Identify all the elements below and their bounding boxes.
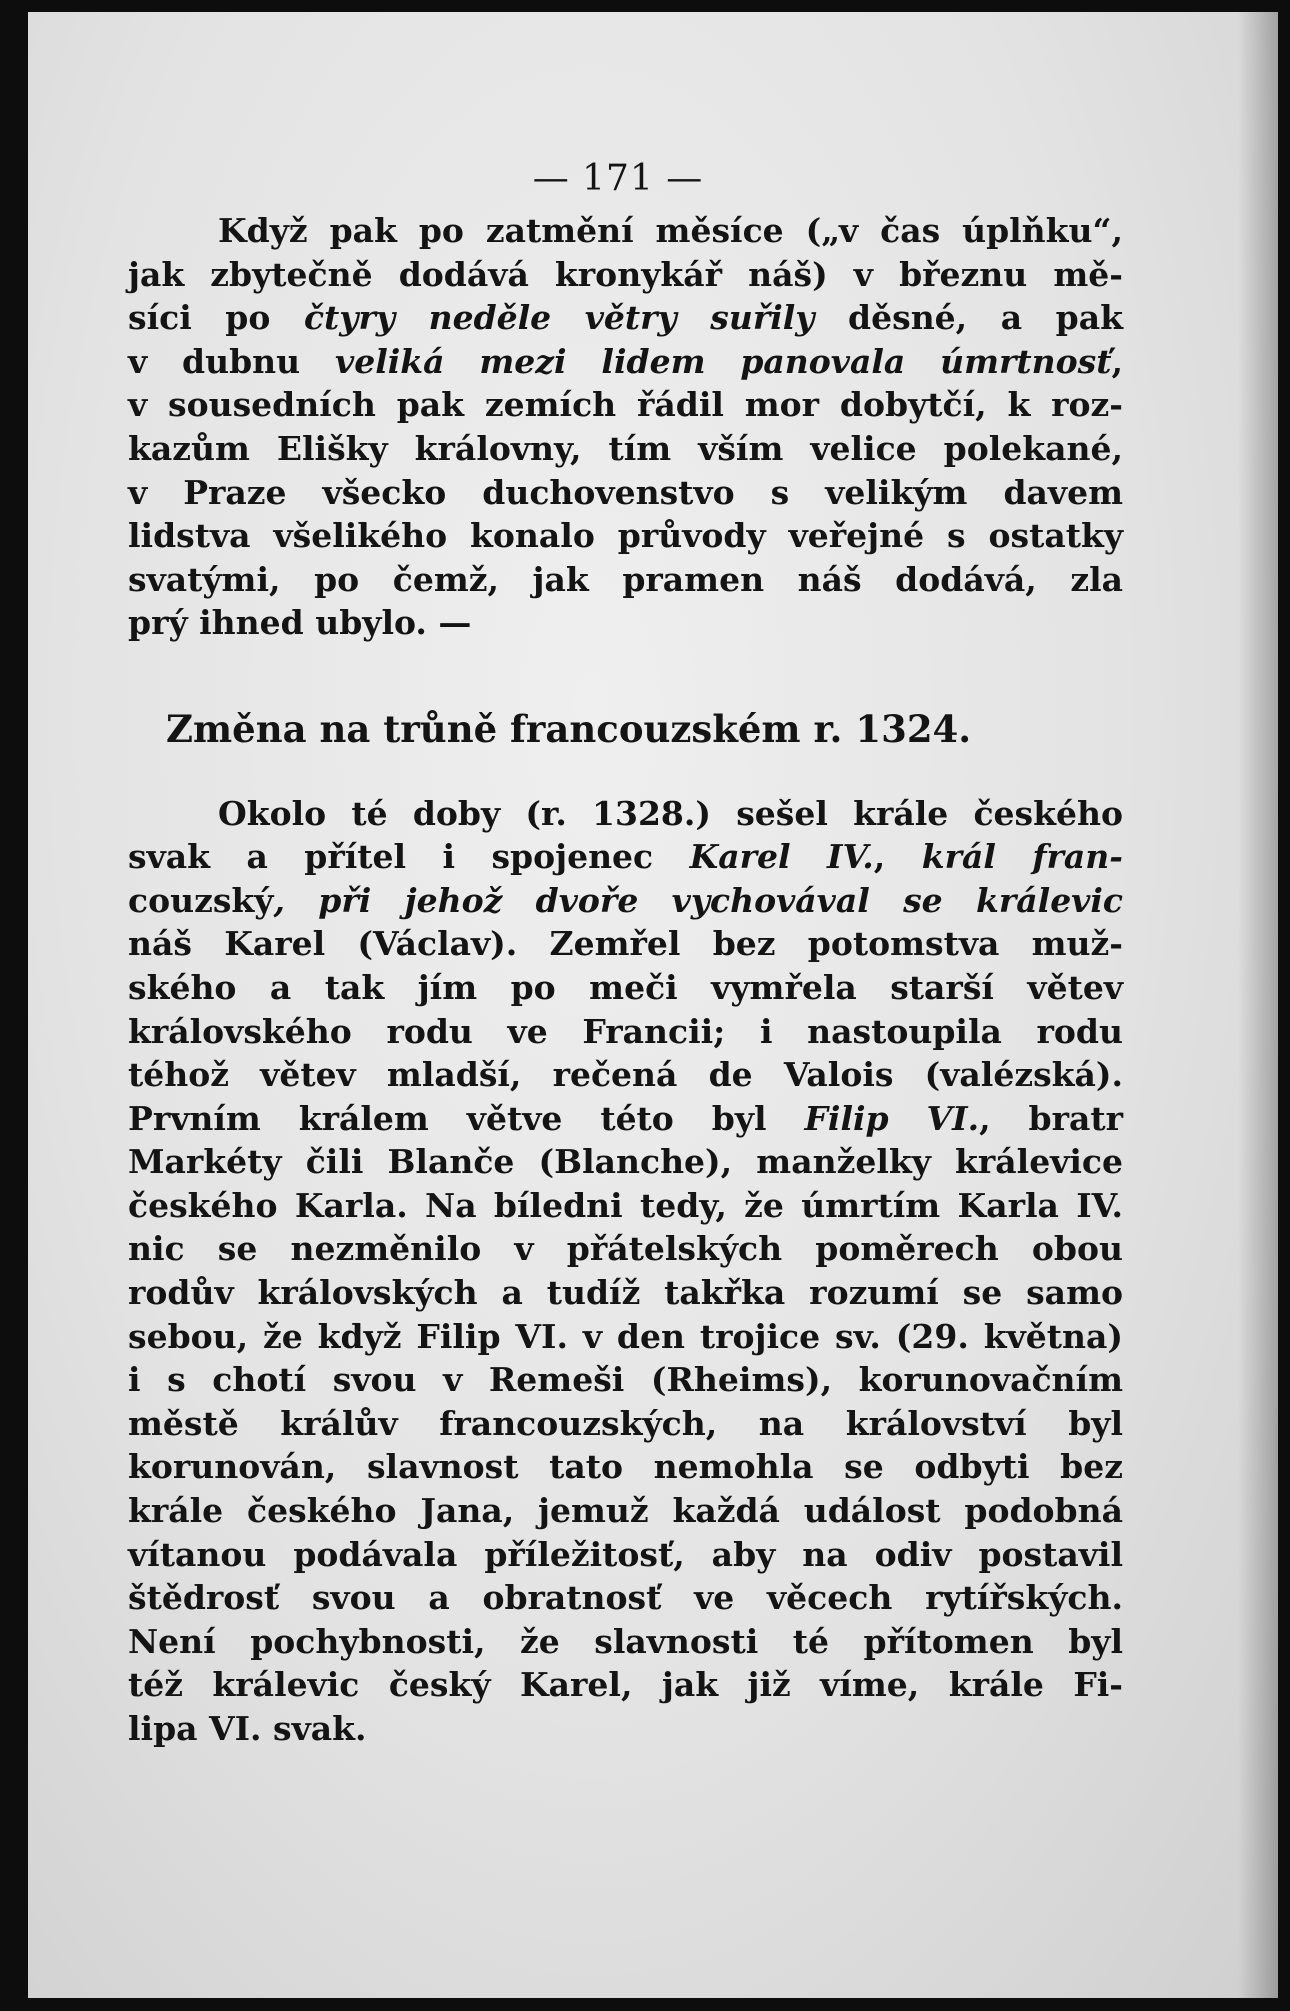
text-line: též králevic český Karel, jak již víme, krále Fi- [128,1665,1123,1705]
text-line: korunován, slavnost tato nemohla se odbyti bez [128,1447,1123,1487]
text-line: krále českého Jana, jemuž každá událost podobná [128,1491,1123,1531]
book-page [28,12,1278,1998]
text-line: svak a přítel i spojenec Karel IV., král fran- [128,837,1123,877]
text-line: prý ihned ubylo. — [128,603,472,643]
text-line: sebou, že když Filip VI. v den trojice sv. (29. května) [128,1316,1123,1356]
paragraph-1 [128,209,1123,645]
text-line: v Praze všecko duchovenstvo s velikým davem [128,472,1123,512]
text-line: svatými, po čemž, jak pramen náš dodává, zla [128,559,1123,599]
text-line: v dubnu veliká mezi lidem panovala úmrtnosť, [128,341,1124,381]
text-line: Okolo té doby (r. 1328.) sešel krále českého [218,793,1123,833]
text-line: Prvním králem větve této byl Filip VI., bratr [128,1098,1123,1138]
text-line: městě králův francouzských, na království byl [128,1403,1123,1443]
text-line: ského a tak jím po meči vymřela starší větev [128,967,1123,1007]
page-edge-shadow [1238,12,1278,1998]
text-line: náš Karel (Václav). Zemřel bez potomstva muž- [128,924,1123,964]
text-line: kazům Elišky královny, tím vším velice polekané, [128,428,1123,468]
text-line: Není pochybnosti, že slavnosti té přítomen byl [128,1621,1123,1661]
text-line: Markéty čili Blanče (Blanche), manželky králevice [128,1142,1123,1182]
text-line: štědrosť svou a obratnosť ve věcech rytířských. [128,1578,1123,1618]
text-line: jak zbytečně dodává kronykář náš) v březnu mě- [128,254,1123,294]
text-line: i s chotí svou v Remeši (Rheims), korunovačním [128,1360,1123,1400]
text-line: rodův královských a tudíž takřka rozumí se samo [128,1273,1123,1313]
text-line: v sousedních pak zemích řádil mor dobytčí, k roz- [128,385,1123,425]
paragraph-2 [128,792,1123,1751]
page-text [128,147,1123,1751]
text-line: vítanou podávala příležitosť, aby na odiv postavil [128,1534,1123,1574]
text-line: Když pak po zatmění měsíce („v čas úplňku“, [218,211,1123,250]
text-line: lidstva všelikého konalo průvody veřejné s ostatky [128,516,1123,556]
section-heading: Změna na trůně francouzském r. 1324. [166,706,972,751]
text-line: couzský, při jehož dvoře vychovával se králevic [128,880,1123,920]
text-line: českého Karla. Na bíledni tedy, že úmrtím Karla IV. [128,1185,1123,1225]
text-line: síci po čtyry neděle větry suřily děsné, a pak [128,298,1123,338]
text-line: lipa VI. svak. [128,1709,367,1748]
page-number: — 171 — [532,158,704,199]
text-line: téhož větev mladší, rečená de Valois (valézská). [128,1055,1123,1095]
text-line: nic se nezměnilo v přátelských poměrech obou [128,1229,1123,1269]
text-line: královského rodu ve Francii; i nastoupila rodu [128,1011,1123,1051]
